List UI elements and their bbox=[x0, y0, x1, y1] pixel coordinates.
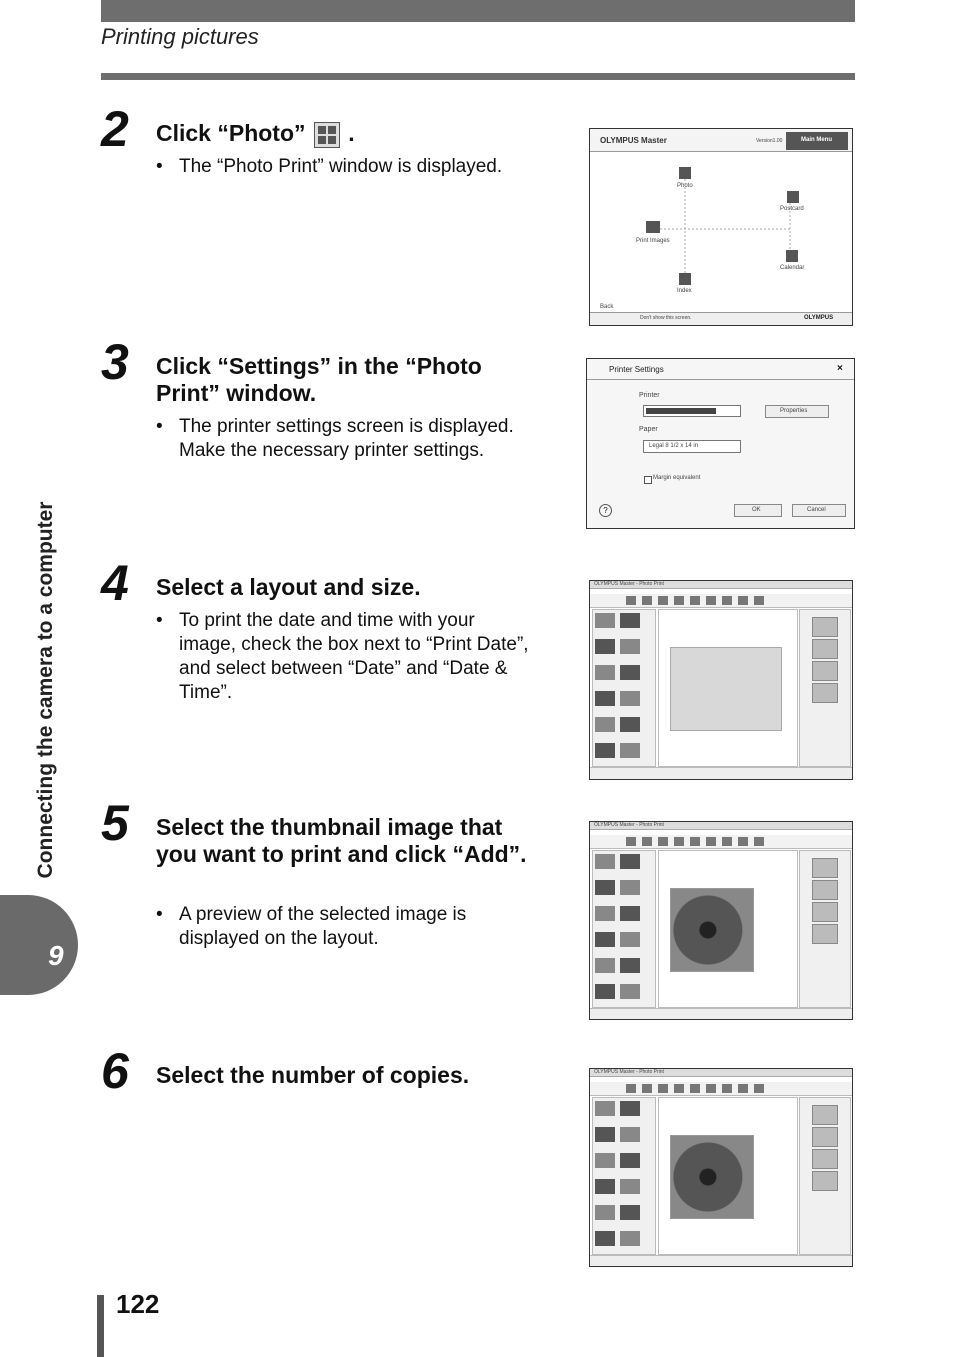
step-5-bullet: • A preview of the selected image is displayed on the layout. bbox=[156, 903, 536, 951]
toolbar-button[interactable] bbox=[738, 596, 748, 605]
menu-item-calendar[interactable]: Calendar bbox=[780, 265, 805, 271]
step-3-number: 3 bbox=[101, 334, 129, 390]
step-4-bullet-text: To print the date and time with your image, check the box next to “Print Date”, and select between “Date” and “Date & Time”. bbox=[179, 610, 529, 703]
photo-print-window-title: OLYMPUS Master - Photo Print bbox=[594, 581, 664, 587]
thumbnail-image[interactable] bbox=[620, 691, 640, 706]
thumbnail-image[interactable] bbox=[595, 984, 615, 999]
chapter-tab bbox=[0, 895, 78, 995]
thumbnail-image[interactable] bbox=[595, 691, 615, 706]
photo-print-window-title: OLYMPUS Master - Photo Print bbox=[594, 822, 664, 828]
layout-option[interactable] bbox=[812, 1149, 838, 1169]
step-2-title-period: . bbox=[348, 120, 355, 146]
chapter-side-label: Connecting the camera to a computer bbox=[34, 501, 57, 879]
toolbar-button[interactable] bbox=[674, 1084, 684, 1093]
paper-select-value: Legal 8 1/2 x 14 in bbox=[649, 443, 699, 449]
step-3-bullet: • The printer settings screen is displayed. Make the necessary printer settings. bbox=[156, 415, 536, 463]
step-2-bullet: • The “Photo Print” window is displayed. bbox=[156, 156, 503, 177]
dont-show-checkbox[interactable]: Don't show this screen. bbox=[640, 315, 692, 321]
step-2-bullet-text: The “Photo Print” window is displayed. bbox=[179, 156, 503, 177]
thumbnail-image[interactable] bbox=[595, 717, 615, 732]
preview-photo bbox=[670, 1135, 754, 1219]
toolbar-button[interactable] bbox=[642, 596, 652, 605]
toolbar-button[interactable] bbox=[690, 837, 700, 846]
toolbar-button[interactable] bbox=[722, 1084, 732, 1093]
main-menu-connectors bbox=[590, 129, 852, 325]
step-2-title bbox=[156, 120, 576, 148]
main-menu-screenshot bbox=[589, 128, 853, 326]
thumbnail-image[interactable] bbox=[620, 1153, 640, 1168]
thumbnail-image[interactable] bbox=[595, 1127, 615, 1142]
toolbar-button[interactable] bbox=[690, 1084, 700, 1093]
layout-option[interactable] bbox=[812, 924, 838, 944]
layout-option[interactable] bbox=[812, 1127, 838, 1147]
toolbar-button[interactable] bbox=[626, 1084, 636, 1093]
thumbnail-image[interactable] bbox=[595, 665, 615, 680]
preview-photo bbox=[670, 888, 754, 972]
header-bottom-bar bbox=[101, 73, 855, 80]
toolbar-button[interactable] bbox=[754, 1084, 764, 1093]
margin-checkbox[interactable] bbox=[644, 476, 652, 484]
photo-print-screenshot-copies bbox=[589, 1068, 853, 1267]
toolbar-button[interactable] bbox=[754, 596, 764, 605]
step-3-bullet-text: The printer settings screen is displayed. Make the necessary printer settings. bbox=[179, 416, 514, 461]
thumbnail-image[interactable] bbox=[620, 743, 640, 758]
main-menu-tab-label: Main Menu bbox=[801, 137, 832, 143]
step-6-title: Select the number of copies. bbox=[156, 1062, 470, 1088]
thumbnail-image[interactable] bbox=[620, 984, 640, 999]
photo-print-screenshot-preview bbox=[589, 821, 853, 1020]
thumbnail-image[interactable] bbox=[620, 1179, 640, 1194]
thumbnail-image[interactable] bbox=[595, 854, 615, 869]
step-4-title: Select a layout and size. bbox=[156, 574, 421, 600]
layout-option[interactable] bbox=[812, 902, 838, 922]
layout-option[interactable] bbox=[812, 1105, 838, 1125]
toolbar-button[interactable] bbox=[706, 1084, 716, 1093]
photo-print-window-title: OLYMPUS Master - Photo Print bbox=[594, 1069, 664, 1075]
printer-label: Printer bbox=[639, 392, 660, 399]
thumbnail-image[interactable] bbox=[620, 1101, 640, 1116]
thumbnail-image[interactable] bbox=[620, 1231, 640, 1246]
thumbnail-image[interactable] bbox=[620, 665, 640, 680]
thumbnail-image[interactable] bbox=[595, 743, 615, 758]
step-4-number: 4 bbox=[101, 555, 129, 611]
toolbar-button[interactable] bbox=[706, 837, 716, 846]
thumbnail-image[interactable] bbox=[595, 958, 615, 973]
thumbnail-image[interactable] bbox=[595, 932, 615, 947]
menu-item-postcard[interactable]: Postcard bbox=[780, 206, 804, 212]
main-menu-version: Version1.00 bbox=[756, 138, 783, 144]
paper-label: Paper bbox=[639, 426, 658, 433]
main-menu-brand: OLYMPUS bbox=[804, 315, 834, 321]
thumbnail-image[interactable] bbox=[620, 1205, 640, 1220]
photo-print-screenshot-layout bbox=[589, 580, 853, 780]
thumbnail-image[interactable] bbox=[620, 854, 640, 869]
menu-item-photo[interactable]: Photo bbox=[677, 183, 693, 189]
printer-settings-screenshot bbox=[586, 358, 855, 529]
layout-option[interactable] bbox=[812, 880, 838, 900]
preview-placeholder bbox=[670, 647, 782, 731]
main-menu-app-title: OLYMPUS Master bbox=[600, 136, 667, 145]
thumbnail-image[interactable] bbox=[620, 958, 640, 973]
thumbnail-image[interactable] bbox=[595, 906, 615, 921]
layout-option[interactable] bbox=[812, 617, 838, 637]
margin-label: Margin equivalent bbox=[653, 475, 701, 481]
toolbar-button[interactable] bbox=[674, 596, 684, 605]
thumbnail-image[interactable] bbox=[595, 1101, 615, 1116]
thumbnail-image[interactable] bbox=[595, 1179, 615, 1194]
layout-option[interactable] bbox=[812, 683, 838, 703]
thumbnail-image[interactable] bbox=[620, 1127, 640, 1142]
step-2-number: 2 bbox=[101, 101, 129, 157]
toolbar-button[interactable] bbox=[642, 1084, 652, 1093]
properties-button-label: Properties bbox=[780, 408, 808, 414]
thumbnail-image[interactable] bbox=[595, 613, 615, 628]
thumbnail-image[interactable] bbox=[620, 906, 640, 921]
thumbnail-image[interactable] bbox=[595, 1231, 615, 1246]
layout-option[interactable] bbox=[812, 858, 838, 878]
chapter-number: 9 bbox=[48, 940, 64, 971]
printer-settings-title: Printer Settings bbox=[609, 365, 664, 374]
photo-grid-icon bbox=[314, 122, 340, 148]
toolbar-button[interactable] bbox=[626, 837, 636, 846]
toolbar-button[interactable] bbox=[722, 596, 732, 605]
step-5-bullet-text: A preview of the selected image is displayed on the layout. bbox=[179, 904, 467, 949]
thumbnail-image[interactable] bbox=[620, 717, 640, 732]
toolbar-button[interactable] bbox=[738, 1084, 748, 1093]
header-top-bar bbox=[101, 0, 855, 22]
layout-option[interactable] bbox=[812, 661, 838, 681]
step-5-number: 5 bbox=[101, 795, 129, 851]
thumbnail-image[interactable] bbox=[595, 639, 615, 654]
layout-option[interactable] bbox=[812, 639, 838, 659]
thumbnail-image[interactable] bbox=[620, 880, 640, 895]
menu-item-index[interactable]: Index bbox=[677, 288, 692, 294]
ok-button-label: OK bbox=[752, 507, 761, 513]
cancel-button-label: Cancel bbox=[807, 507, 826, 513]
toolbar-button[interactable] bbox=[738, 837, 748, 846]
toolbar-button[interactable] bbox=[626, 596, 636, 605]
thumbnail-image[interactable] bbox=[595, 1205, 615, 1220]
page-number-bar bbox=[97, 1295, 104, 1357]
step-3-title: Click “Settings” in the “Photo Print” window. bbox=[156, 353, 482, 406]
thumbnail-image[interactable] bbox=[620, 932, 640, 947]
toolbar-button[interactable] bbox=[754, 837, 764, 846]
step-2-title-text: Click “Photo” bbox=[156, 120, 306, 146]
toolbar-button[interactable] bbox=[706, 596, 716, 605]
toolbar-button[interactable] bbox=[658, 596, 668, 605]
step-6-number: 6 bbox=[101, 1043, 129, 1099]
printer-select[interactable] bbox=[643, 405, 741, 417]
toolbar-button[interactable] bbox=[690, 596, 700, 605]
toolbar-button[interactable] bbox=[658, 837, 668, 846]
thumbnail-image[interactable] bbox=[595, 1153, 615, 1168]
menu-back-link[interactable]: Back bbox=[600, 304, 614, 310]
page-number: 122 bbox=[116, 1289, 160, 1319]
toolbar-button[interactable] bbox=[658, 1084, 668, 1093]
toolbar-button[interactable] bbox=[722, 837, 732, 846]
thumbnail-image[interactable] bbox=[620, 613, 640, 628]
toolbar-button[interactable] bbox=[674, 837, 684, 846]
step-5-title: Select the thumbnail image that you want to print and click “Add”. bbox=[156, 814, 527, 867]
step-4-bullet: • To print the date and time with your image, check the box next to “Print Date”, and select between “Date” and “Date & Time”. bbox=[156, 609, 536, 705]
toolbar-button[interactable] bbox=[642, 837, 652, 846]
menu-item-print-images[interactable]: Print Images bbox=[636, 238, 670, 244]
thumbnail-image[interactable] bbox=[620, 639, 640, 654]
header-title: Printing pictures bbox=[101, 24, 259, 49]
layout-option[interactable] bbox=[812, 1171, 838, 1191]
close-icon[interactable]: × bbox=[837, 363, 843, 374]
help-icon[interactable]: ? bbox=[599, 504, 612, 517]
thumbnail-image[interactable] bbox=[595, 880, 615, 895]
